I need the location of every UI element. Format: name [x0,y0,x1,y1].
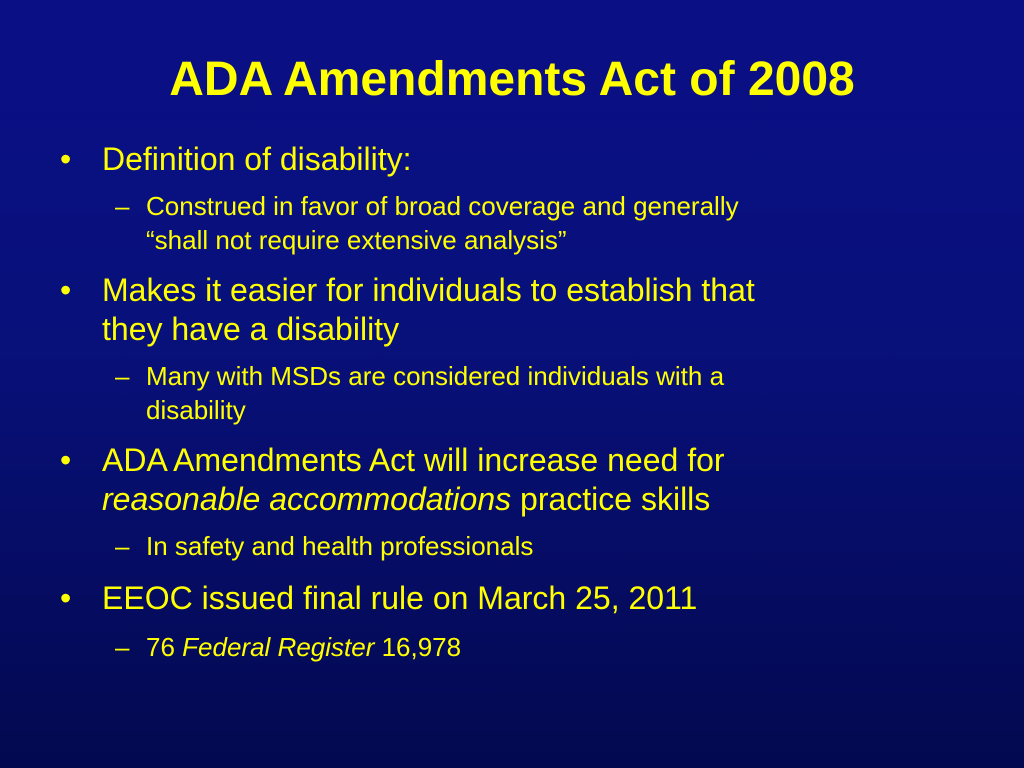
slide-title: ADA Amendments Act of 2008 [169,53,855,106]
bullet-text: practice skills [511,481,711,517]
sub-bullet-item [60,630,960,664]
dash-marker: – [115,361,130,391]
bullet-text: EEOC issued final rule on March 25, 2011 [102,580,698,616]
sub-bullet-item [60,189,960,257]
sub-bullet-text: “shall not require extensive analysis” [146,225,567,255]
sub-bullet-text: 76 [146,632,183,662]
sub-bullet-item [60,359,960,427]
slide-content [60,140,960,664]
bullet-text: Makes it easier for individuals to establish that [102,272,755,308]
bullet-marker: • [60,272,72,308]
bullet-item [60,441,960,519]
bullet-text: Definition of disability: [102,141,412,177]
bullet-marker: • [60,141,72,177]
bullet-marker: • [60,580,72,616]
bullet-item [60,579,960,618]
sub-bullet-text-italic: Federal Register [182,632,375,662]
sub-bullet-text: 16,978 [374,632,462,662]
sub-bullet-item [60,529,960,563]
sub-bullet-text: Construed in favor of broad coverage and generally [146,191,739,221]
bullet-item [60,140,960,179]
dash-marker: – [115,632,130,662]
sub-bullet-text: In safety and health professionals [146,531,534,561]
bullet-text: ADA Amendments Act will increase need for [102,442,725,478]
bullet-item [60,271,960,349]
sub-bullet-text: Many with MSDs are considered individuals with a [146,361,725,391]
dash-marker: – [115,191,130,221]
bullet-marker: • [60,442,72,478]
dash-marker: – [115,531,130,561]
bullet-text: they have a disability [102,311,400,347]
sub-bullet-text: disability [146,395,246,425]
bullet-text-italic: reasonable accommodations [102,481,512,517]
